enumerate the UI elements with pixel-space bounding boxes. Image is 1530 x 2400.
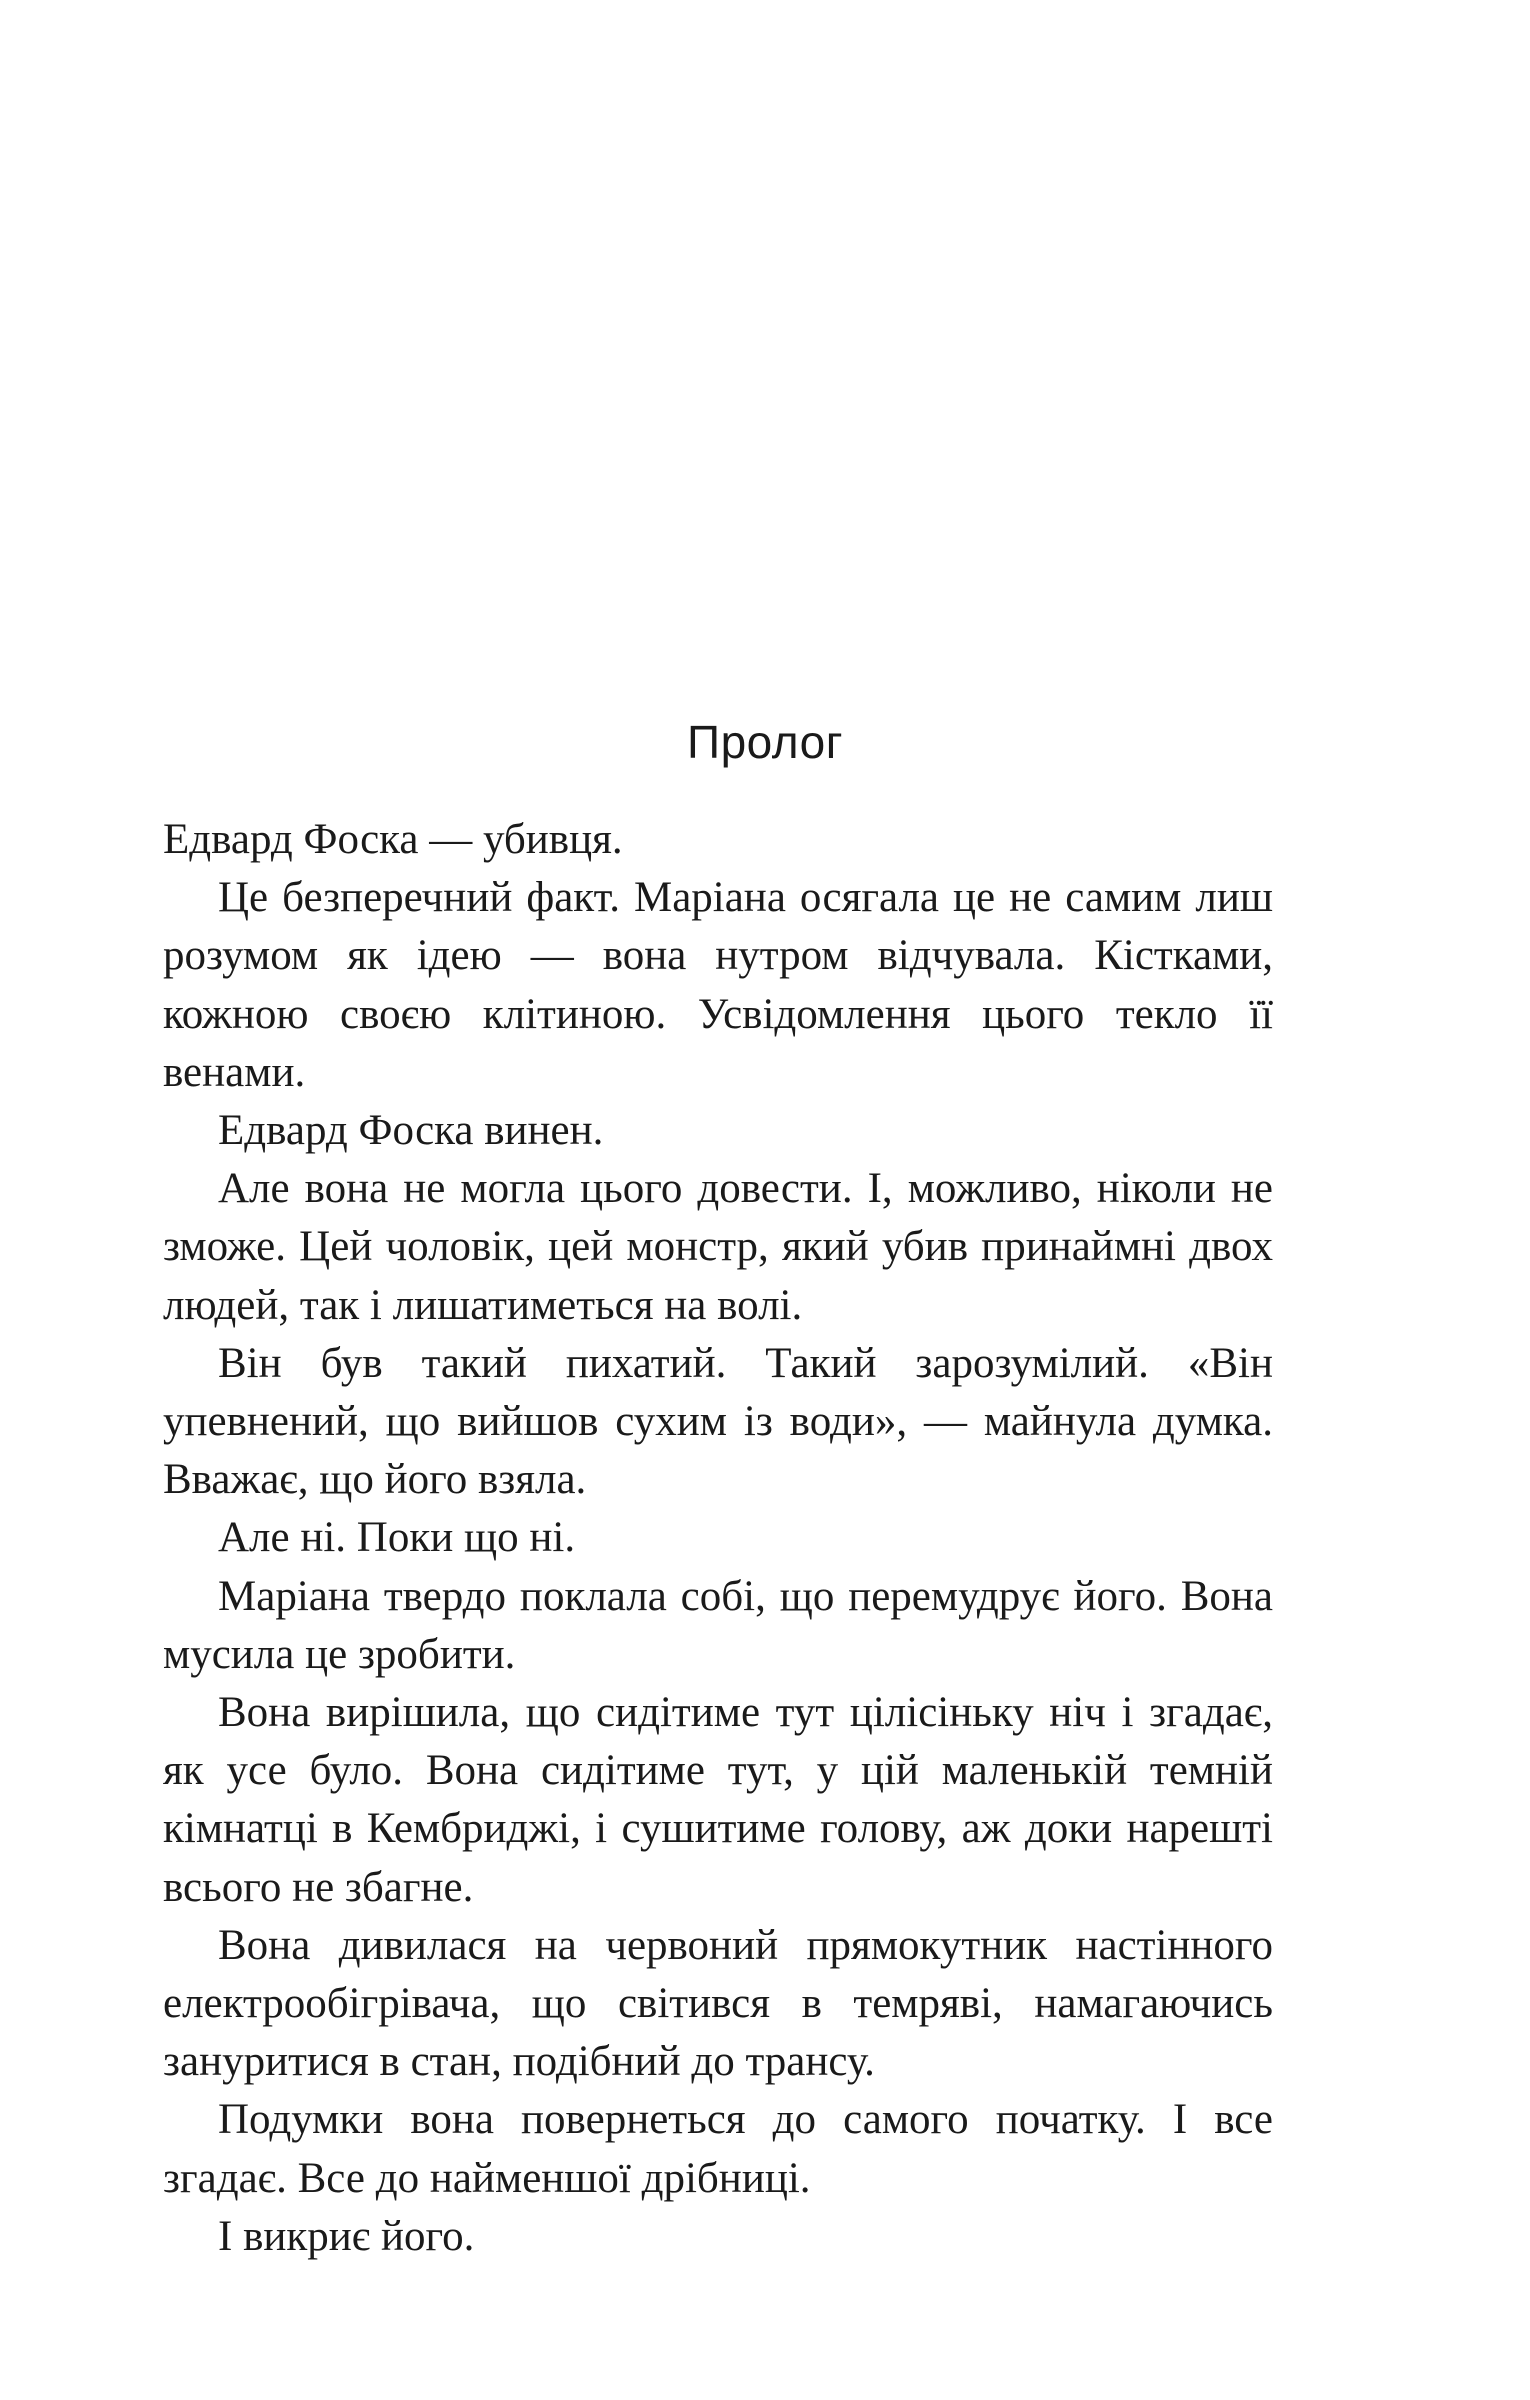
paragraph: Вона дивилася на червоний прямокутник настінного електрообігрівача, що світився в темряві, намагаючись зануритися в стан, подібний до трансу.: [163, 1921, 1273, 2086]
paragraph: Едвард Фоска — убивця.: [163, 816, 623, 863]
paragraph: Він був такий пихатий. Такий зарозумілий. «Він упевнений, що вийшов сухим із води», — майнула думка. Вважає, що його взяла.: [163, 1339, 1273, 1504]
chapter-body: [163, 811, 1273, 2266]
paragraph: Едвард Фоска винен.: [218, 1107, 604, 1155]
paragraph: Подумки вона повернеться до самого початку. І все згадає. Все до найменшої дрібниці.: [163, 2096, 1273, 2202]
paragraph: І викриє його.: [218, 2212, 475, 2260]
paragraph: Але ні. Поки що ні.: [218, 1514, 576, 1562]
paragraph: Але вона не могла цього довести. І, можливо, ніколи не зможе. Цей чоловік, цей монстр, який убив принаймні двох людей, так і лишатиметься на волі.: [163, 1165, 1273, 1329]
paragraph: Вона вирішила, що сидітиме тут цілісіньку ніч і згадає, як усе було. Вона сидітиме тут, у цій маленькій темній кімнатці в Кембриджі, і сушитиме голову, аж доки нарешті всього не збагне.: [163, 1689, 1273, 1911]
chapter-title: Пролог: [687, 716, 843, 768]
paragraph: Маріана твердо поклала собі, що перемудрує його. Вона мусила це зробити.: [163, 1572, 1273, 1678]
paragraph: Це безперечний факт. Маріана осягала це не самим лиш розумом як ідею — вона нутром відчувала. Кістками, кожною своєю клітиною. Усвідомлення цього текло її венами.: [163, 874, 1273, 1096]
